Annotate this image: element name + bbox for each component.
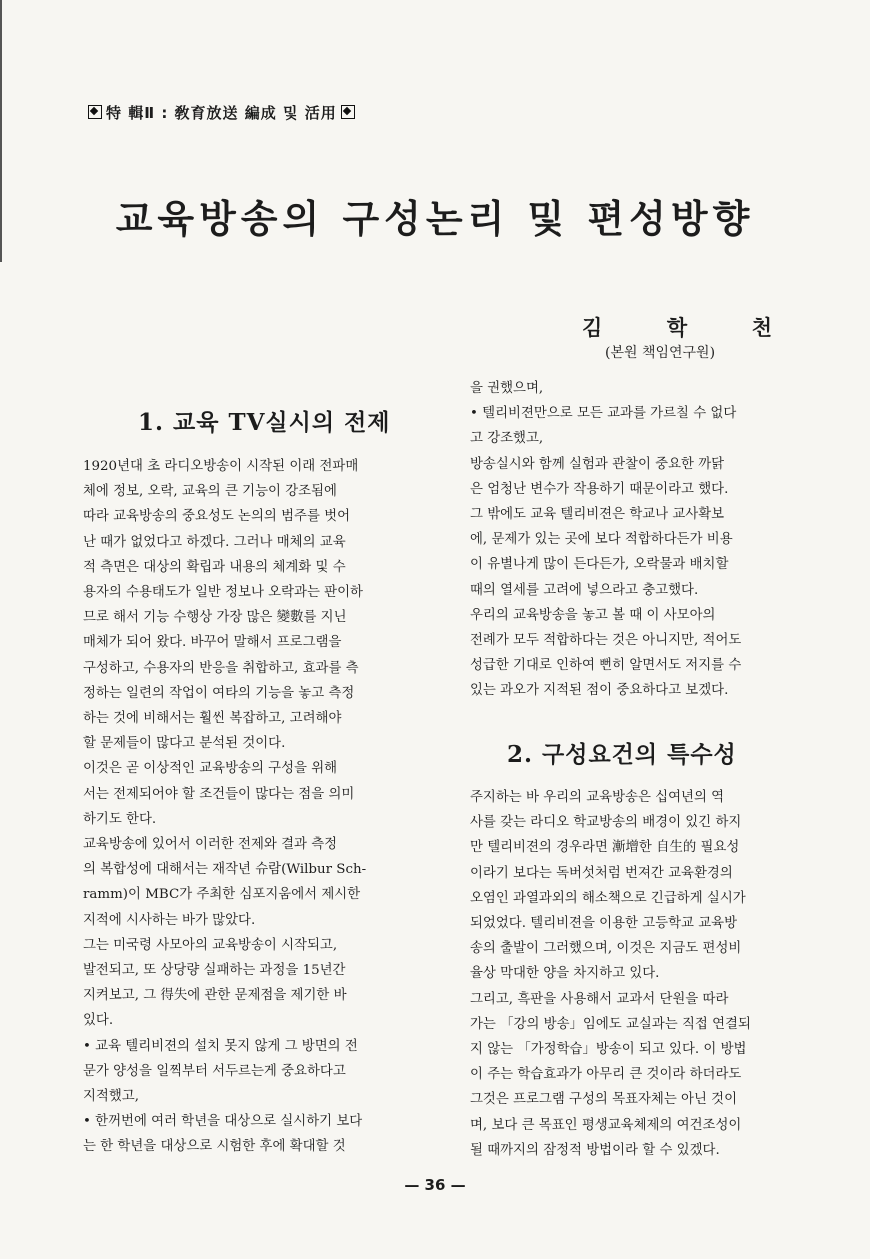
right-column-top-text (470, 376, 741, 704)
text-line: 체에 정보, 오락, 교육의 큰 기능이 강조됨에 (83, 484, 337, 500)
section-heading-2: 2. 구성요건의 특수성 (507, 741, 737, 768)
text-line: 이것은 곧 이상적인 교육방송의 구성을 위해 (83, 761, 338, 777)
text-line: 있다. (83, 1013, 114, 1029)
text-line: 지적했고, (83, 1089, 139, 1105)
text-line: 지켜보고, 그 得失에 관한 문제점을 제기한 바 (83, 988, 347, 1004)
author-name (582, 312, 772, 342)
text-line: • 교육 텔리비젼의 설치 못지 않게 그 방면의 전 (83, 1038, 358, 1054)
right-column-bottom-text (470, 785, 751, 1163)
article-title: 교육방송의 구성논리 및 편성방향 (115, 196, 755, 241)
text-line: 고 강조했고, (470, 431, 544, 447)
text-line: 서는 전제되어야 할 조건들이 많다는 점을 의미 (83, 786, 355, 802)
header-label-text: 特 輯Ⅱ : 敎育放送 編成 및 活用 (106, 104, 337, 122)
text-line: 그 밖에도 교육 텔리비젼은 학교나 교사확보 (470, 507, 725, 523)
text-line: 하는 것에 비해서는 훨씬 복잡하고, 고려해야 (83, 711, 342, 727)
text-line: 하기도 한다. (83, 811, 157, 827)
text-line: 따라 교육방송의 중요성도 논의의 범주를 벗어 (83, 509, 351, 525)
text-line: 에, 문제가 있는 곳에 보다 적합하다든가 비용 (470, 532, 733, 548)
text-line: 을 권했으며, (470, 381, 544, 396)
text-line: 문가 양성을 일찍부터 서두르는게 중요하다고 (83, 1063, 346, 1079)
text-line: 그리고, 흑판을 사용해서 교과서 단원을 따라 (470, 991, 729, 1007)
text-line: 성급한 기대로 인하여 뻔히 알면서도 저지를 수 (470, 658, 742, 674)
text-line: 구성하고, 수용자의 반응을 취합하고, 효과를 측 (83, 660, 359, 676)
text-line: 지 않는 「가정학습」방송이 되고 있다. 이 방법 (470, 1042, 747, 1058)
text-line: 때의 열세를 고려에 넣으라고 충고했다. (470, 582, 699, 598)
text-line: 사를 갖는 라디오 학교방송의 배경이 있긴 하지 (470, 815, 742, 831)
text-line: 는 한 학년을 대상으로 시험한 후에 확대할 것 (83, 1139, 346, 1155)
text-line: 발전되고, 또 상당량 실패하는 과정을 15년간 (83, 963, 346, 979)
text-line: 용자의 수용태도가 일반 정보나 오락과는 판이하 (83, 585, 363, 601)
text-line: 전례가 모두 적합하다는 것은 아니지만, 적어도 (470, 633, 742, 649)
text-line: 가는 「강의 방송」임에도 교실과는 직접 연결되 (470, 1016, 751, 1032)
text-line: 은 엄청난 변수가 작용하기 때문이라고 했다. (470, 481, 729, 497)
text-line: 1920년대 초 라디오방송이 시작된 이래 전파매 (83, 459, 359, 474)
text-line: 할 문제들이 많다고 분석된 것이다. (83, 736, 286, 752)
section-heading-1: 1. 교육 TV실시의 전제 (138, 409, 391, 436)
text-line: 오염인 과열과외의 해소책으로 긴급하게 실시가 (470, 890, 746, 906)
text-line: 송의 출발이 그러했으며, 이것은 지금도 편성비 (470, 941, 742, 957)
text-line: 의 복합성에 대해서는 재작년 슈람(Wilbur Sch- (83, 862, 367, 878)
special-feature-header (84, 102, 359, 123)
text-line: 이 유별나게 많이 든다든가, 오락물과 배치할 (470, 557, 729, 573)
text-line: 며, 보다 큰 목표인 평생교육체제의 여건조성이 (470, 1117, 742, 1133)
author-name-char: 학 (666, 315, 688, 340)
text-line: 그는 미국령 사모아의 교육방송이 시작되고, (83, 937, 338, 953)
diamond-bullet-icon (88, 105, 102, 119)
text-line: 있는 과오가 지적된 점이 중요하다고 보겠다. (470, 683, 729, 699)
left-column-text (83, 454, 366, 1160)
text-line: 방송실시와 함께 실험과 관찰이 중요한 까닭 (470, 456, 725, 472)
text-line: 율상 막대한 양을 차지하고 있다. (470, 966, 660, 982)
text-line: 난 때가 없었다고 하겠다. 그러나 매체의 교육 (83, 534, 346, 550)
text-line: 되었었다. 텔리비젼을 이용한 고등학교 교육방 (470, 916, 738, 932)
text-line: 므로 해서 기능 수행상 가장 많은 變數를 지닌 (83, 610, 347, 626)
text-line: ramm)이 MBC가 주최한 심포지움에서 제시한 (83, 887, 361, 903)
text-line: 될 때까지의 잠정적 방법이라 할 수 있겠다. (470, 1142, 720, 1158)
page-number: — 36 — (404, 1176, 466, 1194)
text-line: 우리의 교육방송을 놓고 볼 때 이 사모아의 (470, 607, 716, 623)
author-name-char: 천 (751, 315, 772, 340)
text-line: 이 주는 학습효과가 아무리 큰 것이라 하더라도 (470, 1067, 742, 1083)
text-line: 이라기 보다는 독버섯처럼 번져간 교육환경의 (470, 865, 733, 881)
text-line: • 텔리비젼만으로 모든 교과를 가르칠 수 없다 (470, 406, 737, 422)
text-line: 교육방송에 있어서 이러한 전제와 결과 측정 (83, 837, 338, 853)
diamond-bullet-icon (341, 105, 355, 119)
author-name-char: 김 (582, 315, 603, 340)
text-line: 적 측면은 대상의 확립과 내용의 체계화 및 수 (83, 559, 346, 575)
text-line: 정하는 일련의 작업이 여타의 기능을 놓고 측정 (83, 685, 355, 701)
text-line: 지적에 시사하는 바가 많았다. (83, 912, 256, 928)
text-line: 그것은 프로그램 구성의 목표자체는 아닌 것이 (470, 1092, 738, 1108)
text-line: 매체가 되어 왔다. 바꾸어 말해서 프로그램을 (83, 635, 342, 651)
text-line: 만 텔리비젼의 경우라면 漸增한 自生的 필요성 (470, 840, 740, 856)
text-line: • 한꺼번에 여러 학년을 대상으로 실시하기 보다 (83, 1114, 363, 1130)
text-line: 주지하는 바 우리의 교육방송은 십여년의 역 (470, 790, 725, 805)
author-affiliation: (본원 책임연구원) (605, 345, 716, 361)
